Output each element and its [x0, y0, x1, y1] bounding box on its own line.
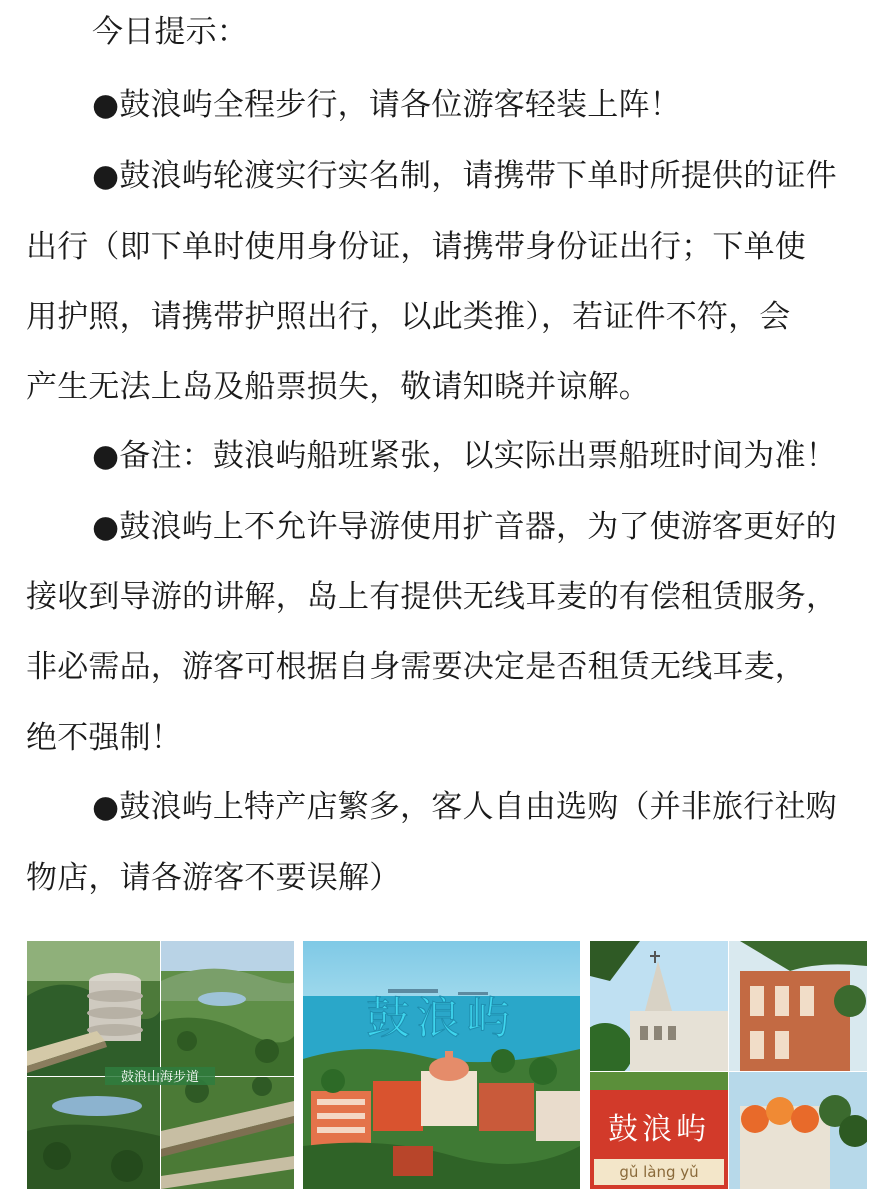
tip-line: 产生无法上岛及船票损失，敬请知晓并谅解。 — [26, 369, 650, 405]
photo-strip — [27, 941, 867, 1189]
island-title: 鼓浪屿 — [366, 993, 516, 1044]
tip-line: ●鼓浪屿上不允许导游使用扩音器，为了使游客更好的 — [92, 509, 837, 545]
tip-line: ●鼓浪屿上特产店繁多，客人自由选购（并非旅行社购 — [92, 789, 837, 825]
trail-collage-photo — [27, 941, 294, 1189]
trail-caption: 鼓浪山海步道 — [120, 1070, 200, 1085]
tip-line: ●备注：鼓浪屿船班紧张，以实际出票船班时间为准！ — [92, 438, 837, 474]
tip-line: 非必需品，游客可根据自身需要决定是否租赁无线耳麦， — [26, 649, 806, 685]
tip-line: 出行（即下单时使用身份证，请携带身份证出行；下单使 — [26, 229, 806, 265]
gulangyu-sign-text: 鼓浪屿 — [608, 1112, 710, 1147]
tip-line: 用护照，请携带护照出行，以此类推），若证件不符，会 — [26, 299, 791, 335]
tips-heading: 今日提示： — [92, 14, 248, 50]
gulangyu-pinyin-text: gǔ làng yǔ — [619, 1163, 699, 1181]
island-view-photo — [303, 941, 580, 1189]
tip-line: 物店，请各游客不要误解） — [26, 860, 401, 896]
tip-line: 接收到导游的讲解，岛上有提供无线耳麦的有偿租赁服务， — [26, 579, 838, 615]
tip-line: ●鼓浪屿轮渡实行实名制，请携带下单时所提供的证件 — [92, 158, 837, 194]
tip-line: 绝不强制！ — [26, 720, 182, 756]
landmarks-collage-photo — [590, 941, 867, 1189]
tip-line: ●鼓浪屿全程步行，请各位游客轻装上阵！ — [92, 87, 681, 123]
